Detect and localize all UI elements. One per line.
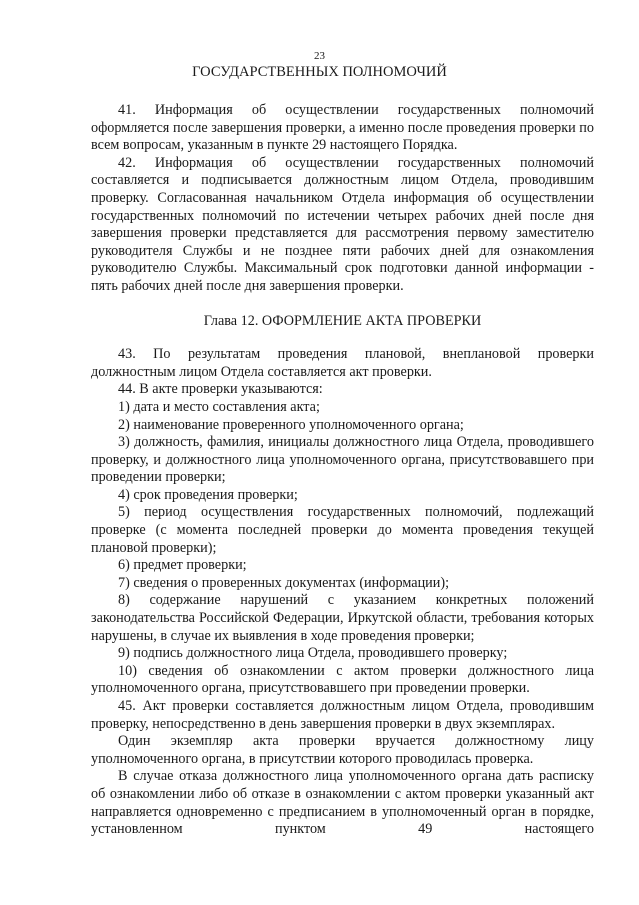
- list-item-4: 4) срок проведения проверки;: [118, 486, 298, 503]
- section-header-continuation: ГОСУДАРСТВЕННЫХ ПОЛНОМОЧИЙ: [192, 64, 447, 80]
- chapter-title: Глава 12. ОФОРМЛЕНИЕ АКТА ПРОВЕРКИ: [203, 312, 482, 329]
- paragraph-45: 45. Акт проверки составляется должностным лицом Отдела, проводившим проверку, непосредственно в день завершения проверки в двух экземплярах.: [91, 698, 594, 732]
- list-item-7: 7) сведения о проверенных документах (информации);: [118, 574, 450, 591]
- paragraph-41: 41. Информация об осуществлении государственных полномочий оформляется после завершения проверки, а именно после проведения проверки по всем вопросам, указанным в пункте 29 настоящего Порядка.: [91, 102, 594, 154]
- paragraph-45-copy-delivery: Один экземпляр акта проверки вручается должностному лицу уполномоченного органа, в присутствии которого проводилась проверка.: [91, 733, 594, 767]
- paragraph-43: 43. По результатам проведения плановой, внеплановой проверки должностным лицом Отдела составляется акт проверки.: [91, 346, 594, 380]
- list-item-5: 5) период осуществления государственных полномочий, подлежащий проверке (с момента последней проверки до момента проведения текущей плановой проверки);: [91, 504, 594, 556]
- list-item-2: 2) наименование проверенного уполномоченного органа;: [118, 416, 464, 433]
- document-body: [91, 102, 594, 839]
- page-number: 23: [314, 50, 325, 62]
- list-item-8: 8) содержание нарушений с указанием конкретных положений законодательства Российской Федерации, Иркутской области, требования которых нарушены, в случае их выявления в ходе проведения проверки;: [91, 592, 594, 644]
- list-item-3: 3) должность, фамилия, инициалы должностного лица Отдела, проводившего проверку, и должностного лица уполномоченного органа, присутствовавшего при проведении проверки;: [91, 434, 594, 486]
- list-item-10: 10) сведения об ознакомлении с актом проверки должностного лица уполномоченного органа, присутствовавшего при проведении проверки.: [91, 662, 594, 697]
- list-item-9: 9) подпись должностного лица Отдела, проводившего проверку;: [118, 645, 508, 662]
- list-item-1: 1) дата и место составления акта;: [118, 398, 320, 415]
- list-item-6: 6) предмет проверки;: [118, 557, 247, 574]
- paragraph-42: 42. Информация об осуществлении государственных полномочий составляется и подписывается должностным лицом Отдела, проводившим проверку. Согласованная начальником Отдела информация об осуществлении государственных полномочий по истечении четырех рабочих дней после дня завершения проверки представляется для рассмотрения первому заместителю руководителя Службы и не позднее пяти рабочих дней для ознакомления руководителю Службы. Максимальный срок подготовки данной информации - пять рабочих дней после дня завершения проверки.: [91, 154, 594, 294]
- paragraph-45-refusal: В случае отказа должностного лица уполномоченного органа дать расписку об ознакомлении либо об отказе в ознакомлении с актом проверки указанный акт направляется одновременно с предписанием в уполномоченный орган в порядке, установленном пунктом 49 настоящего: [91, 768, 594, 838]
- paragraph-44: 44. В акте проверки указываются:: [118, 381, 323, 398]
